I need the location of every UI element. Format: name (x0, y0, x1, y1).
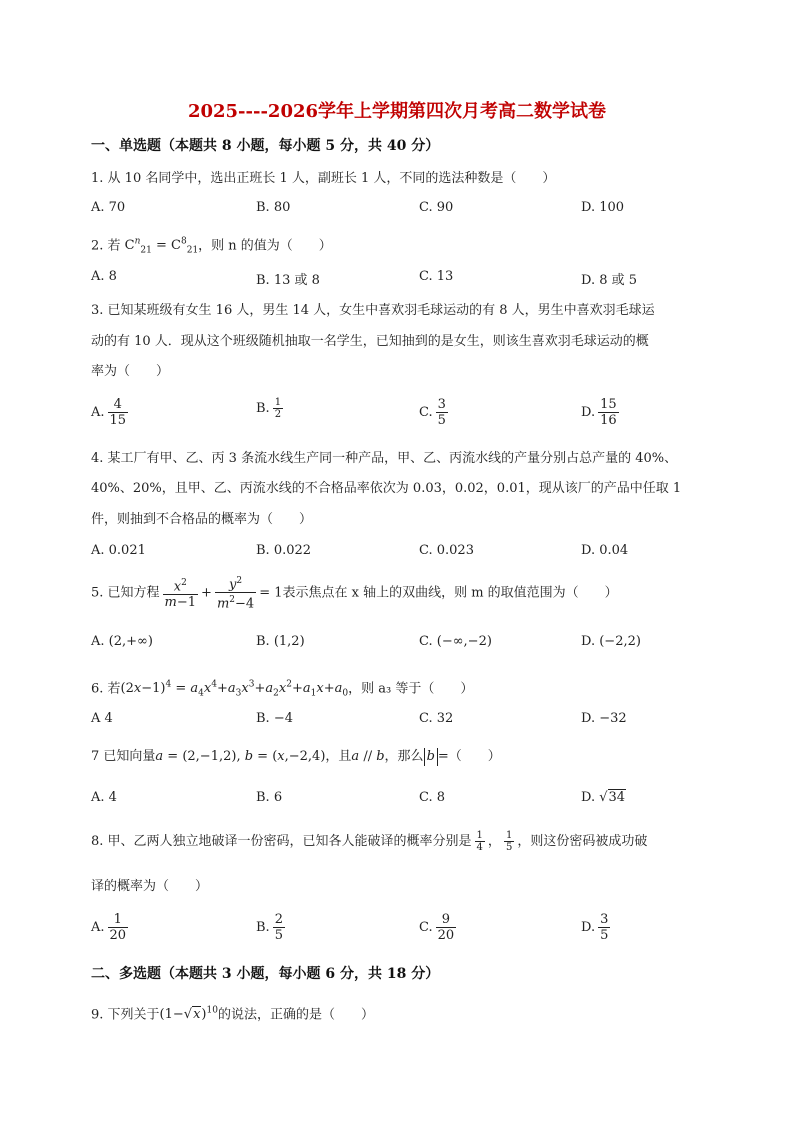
section-heading-multiple-choice: 二、多选题（本题共 3 小题，每小题 6 分，共 18 分） (91, 966, 440, 982)
q6-option-d: D. −32 (581, 711, 627, 726)
question-3-line-1: 3. 已知某班级有女生 16 人，男生 14 人，女生中喜欢羽毛球运动的有 8 人，男生中喜欢羽毛球运 (91, 303, 655, 318)
exam-title: 2025----2026学年上学期第四次月考高二数学试卷 (187, 101, 607, 122)
q1-option-d: D. 100 (581, 200, 625, 215)
section-heading-single-choice: 一、单选题（本题共 8 小题，每小题 5 分，共 40 分） (91, 138, 440, 154)
q1-option-c: C. 90 (419, 200, 454, 215)
q3-option-c: C. $\frac{3}{5}$ (419, 397, 446, 428)
q1-option-a: A. 70 (91, 200, 126, 215)
q2-formula: $C^n_{21} = C^8_{21}$ (124, 237, 199, 256)
question-8-line-1: 8. 甲、乙两人独立地破译一份密码，已知各人能破译的概率分别是 $\frac{1}{4}$ ， $\frac{1}{5}$ ，则这份密码被成功破 (91, 830, 648, 853)
q5-option-c: C. (−∞,−2) (419, 634, 492, 649)
q3-option-b: B. $\frac{1}{2}$ (256, 397, 282, 420)
q8-option-d: D. $\frac{3}{5}$ (581, 912, 609, 943)
q7-vectors: a = (2,−1,2), b = (x,−2,4) (155, 749, 326, 764)
q6-formula: $(2x-1)^4 = a_4x^4+a_3x^3+a_2x^2+a_1x+a_0$ (120, 680, 349, 699)
q7-norm: b (424, 748, 438, 766)
q1-option-b: B. 80 (256, 200, 291, 215)
q2-option-d: D. 8 或 5 (581, 273, 638, 288)
q5-option-d: D. (−2,2) (581, 634, 641, 649)
question-1-text: 1. 从 10 名同学中，选出正班长 1 人，副班长 1 人，不同的选法种数是（ ） (91, 171, 556, 186)
q9-formula: $(1-√x)^{10}$ (159, 1006, 218, 1023)
q5-fraction-2: $\frac{y^2}{m^2-4}$ (216, 576, 255, 612)
q6-option-b: B. −4 (256, 711, 293, 726)
question-4-line-2: 40%、20%，且甲、乙、丙流水线的不合格品率依次为 0.03，0.02，0.01，现从该厂的产品中任取 1 (91, 481, 682, 496)
q7-option-c: C. 8 (419, 790, 446, 805)
q8-option-c: C. $\frac{9}{20}$ (419, 912, 455, 943)
q4-option-c: C. 0.023 (419, 543, 474, 558)
q7-option-d: D. √34 (581, 790, 626, 805)
question-8-line-2: 译的概率为（ ） (91, 879, 209, 894)
q3-option-a: A. $\frac{4}{15}$ (91, 397, 127, 428)
question-2 (91, 233, 332, 260)
question-4-line-1: 4. 某工厂有甲、乙、丙 3 条流水线生产同一种产品，甲、乙、丙流水线的产量分别占总产量的 40%、 (91, 451, 678, 466)
q8-option-a: A. $\frac{1}{20}$ (91, 912, 127, 943)
q6-option-c: C. 32 (419, 711, 454, 726)
q7-prefix: 7 已知向量 (91, 749, 156, 764)
q5-prefix: 5. 已知方程 (91, 585, 160, 601)
question-3-line-2: 动的有 10 人．现从这个班级随机抽取一名学生，已知抽到的是女生，则该生喜欢羽毛球运动的概 (91, 334, 649, 349)
q2-suffix: ，则 n 的值为（ ） (198, 238, 332, 254)
q8-option-b: B. $\frac{2}{5}$ (256, 912, 283, 943)
question-3-line-3: 率为（ ） (91, 364, 170, 379)
q2-option-a: A. 8 (91, 269, 117, 284)
q7-parallel: a // b (351, 749, 385, 764)
q6-prefix: 6. 若 (91, 681, 121, 697)
q2-prefix: 2. 若 (91, 238, 125, 254)
q5-option-b: B. (1,2) (256, 634, 305, 649)
q5-fraction-1: $\frac{x^2}{m-1}$ (164, 577, 197, 610)
question-5: 5. 已知方程 $\frac{x^2}{m-1}$ + $\frac{y^2}{m^2-4}$ = 1表示焦点在 x 轴上的双曲线，则 m 的取值范围为（ ） (91, 576, 618, 612)
q8-prob-1: $\frac{1}{4}$ (476, 830, 483, 853)
q6-suffix: ，则 a₃ 等于（ ） (348, 681, 474, 697)
q7-post: ，那么 (384, 749, 424, 764)
q7-mid: ，且 (325, 749, 352, 764)
q8-prob-2: $\frac{1}{5}$ (505, 830, 513, 853)
q2-option-c: C. 13 (419, 269, 454, 284)
question-4-line-3: 件，则抽到不合格品的概率为（ ） (91, 512, 313, 527)
q4-option-a: A. 0.021 (91, 543, 146, 558)
q3-option-d: D. $\frac{15}{16}$ (581, 397, 617, 428)
question-9: 9. 下列关于$(1-√x)^{10}$的说法，正确的是（ ） (91, 1006, 374, 1023)
q5-option-a: A. (2,+∞) (91, 634, 153, 649)
q7-option-a: A. 4 (91, 790, 117, 805)
q4-option-b: B. 0.022 (256, 543, 312, 558)
q2-option-b: B. 13 或 8 (256, 273, 320, 288)
question-6 (91, 676, 473, 703)
q5-suffix: = 1表示焦点在 x 轴上的双曲线，则 m 的取值范围为（ ） (259, 585, 618, 601)
q6-option-a: A 4 (91, 711, 113, 726)
q7-tail: =（ ） (437, 749, 501, 764)
q4-option-d: D. 0.04 (581, 543, 629, 558)
q7-option-b: B. 6 (256, 790, 283, 805)
question-7 (91, 748, 501, 766)
